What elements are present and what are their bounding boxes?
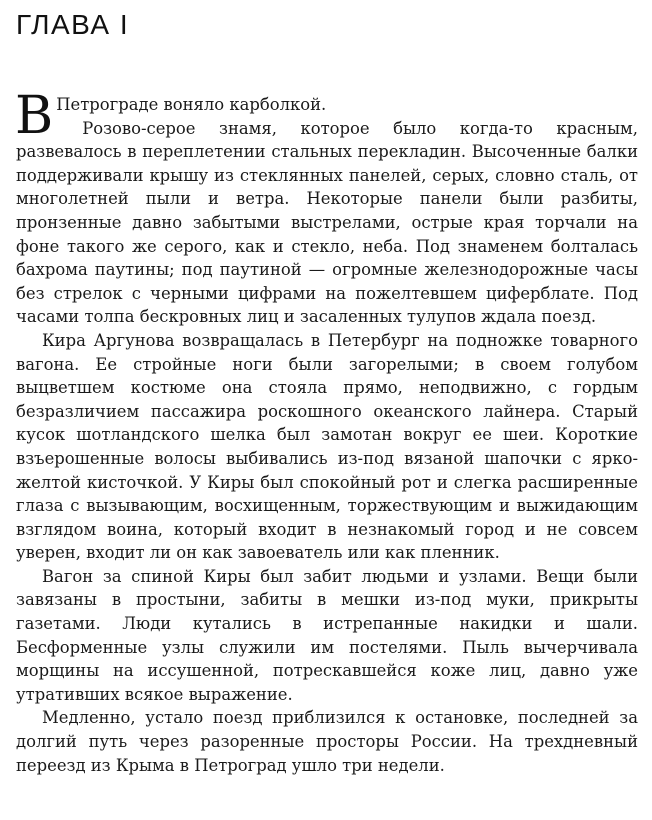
- chapter-title: ГЛАВА I: [16, 9, 130, 40]
- drop-cap-letter: В: [15, 86, 54, 146]
- opening-paragraph: [15, 86, 638, 146]
- paragraph-1: Розово-серое знамя, которое было когда-то красным, развевалось в переплетении стальных перекладин. Высоченные балки поддерживали крышу из стеклянных панелей, серых, словно сталь, от многолетней пыли и ветра. Некоторые панели были разбиты, пронзенные давно забытыми выстрелами, острые края торчали на фоне такого же серого, как и стекло, неба. Под знаменем болталась бахрома паутины; под паутиной — огромные железнодорожные часы без стрелок с черными цифрами на пожелтевшем циферблате. Под часами толпа бескровных лиц и засаленных тулупов ждала поезд.: [16, 118, 638, 327]
- paragraph-4: Медленно, устало поезд приблизился к остановке, последней за долгий путь через разоренные просторы России. На трехдневный переезд из Крыма в Петроград ушло три недели.: [16, 708, 638, 775]
- opening-line: Петрограде воняло карболкой.: [56, 95, 327, 114]
- paragraph-3: Вагон за спиной Киры был забит людьми и узлами. Вещи были завязаны в простыни, забиты в мешки из-под муки, прикрыты газетами. Люди кутались в истрепанные накидки и шали. Бесформенные узлы служили им постелями. Пыль вычерчивала морщины на иссушенной, потрескавшейся коже лиц, давно уже утративших всякое выражение.: [16, 566, 638, 704]
- paragraph-2: Кира Аргунова возвращалась в Петербург на подножке товарного вагона. Ее стройные ноги были загорелыми; в своем голубом выцветшем костюме она стояла прямо, неподвижно, с гордым безразличием пассажира роскошного океанского лайнера. Старый кусок шотландского шелка был замотан вокруг ее шеи. Короткие взъерошенные волосы выбивались из-под вязаной шапочки с ярко-желтой кисточкой. У Киры был спокойный рот и слегка расширенные глаза с вызывающим, восхищенным, торжествующим и выжидающим взглядом воина, который входит в незнакомый город и не совсем уверен, входит ли он как завоеватель или как пленник.: [16, 330, 638, 563]
- chapter-text: [15, 86, 638, 777]
